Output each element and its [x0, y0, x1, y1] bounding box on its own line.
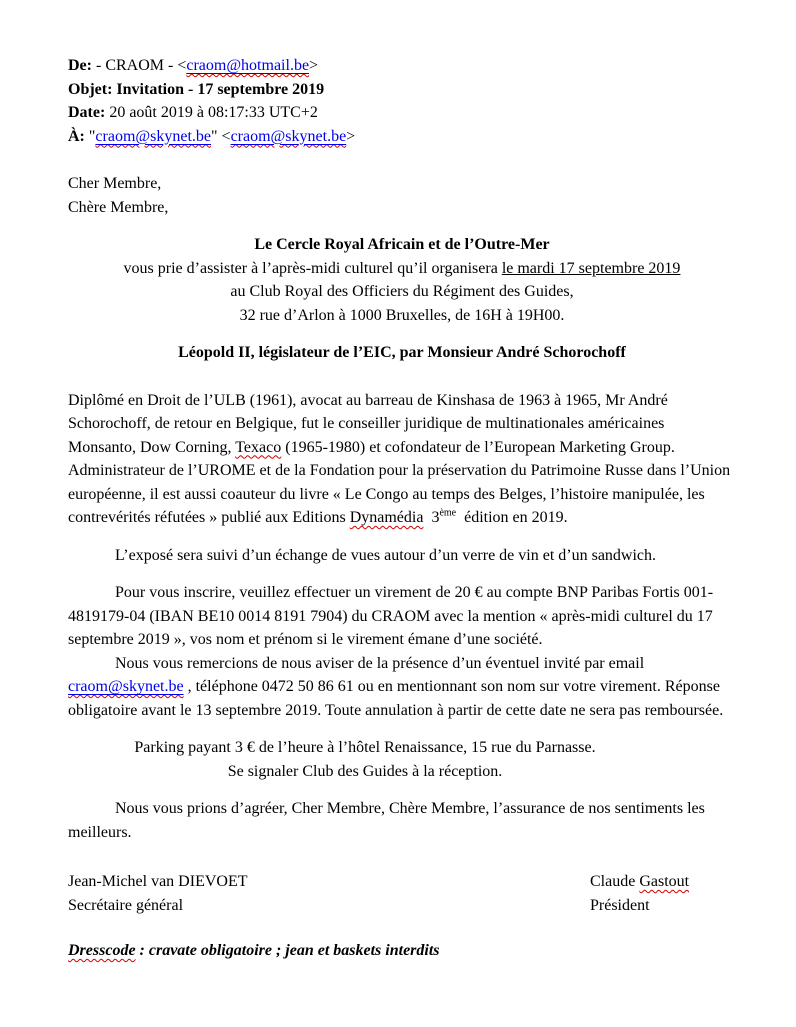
parking-line-1: Parking payant 3 € de l’heure à l’hôtel Renaissance, 15 rue du Parnasse. [134, 739, 596, 756]
dresscode-word-misspell: Dresscode [68, 942, 136, 959]
rsvp-part-2: , téléphone 0472 50 86 61 ou en mentionnant son nom sur votre virement. Réponse obligatoire avant le 13 septembre 2019. Toute annulation à partir de cette date ne sera pas remboursée. [68, 678, 724, 719]
header-date-line [68, 101, 736, 125]
president-first-name: Claude [590, 873, 640, 890]
bio-part-2: (1965-1980) et cofondateur de l’European Marketing Group. Administrateur de l’UROME et de la Fondation pour la préservation du Patrimoine Russe dans l’Union européenne, il est aussi coauteur du livre « Le Congo au temps des Belges, l’histoire manipulée, les contrevérités réfutées » publié aux Editions [68, 438, 735, 526]
salutation-line-2: Chère Membre, [68, 198, 169, 216]
from-text: - CRAOM - < [91, 57, 187, 74]
signature-left [68, 870, 248, 917]
from-email-misspell-wrap [186, 57, 309, 74]
bio-part-3: édition en 2019. [456, 509, 568, 526]
bio-edition-superscript: ème [439, 507, 457, 519]
date-text: 20 août 2019 à 08:17:33 UTC+2 [105, 104, 318, 121]
to-label: À: [68, 127, 85, 145]
to-email1-link[interactable]: craom@skynet.be [95, 127, 212, 145]
to-text-post: > [346, 127, 356, 145]
organization-title: Le Cercle Royal Africain et de l’Outre-Mer [254, 236, 550, 253]
president-name [590, 870, 736, 894]
from-text-post: > [309, 57, 319, 74]
invitation-line-2: au Club Royal des Officiers du Régiment des Guides, [230, 283, 574, 300]
parking-line-2: Se signaler Club des Guides à la réception. [227, 762, 503, 780]
event-date-underlined: le mardi 17 septembre 2019 [501, 259, 681, 277]
invitation-line-1 [68, 257, 736, 281]
from-label: De: [68, 57, 92, 74]
bio-dynamedia-misspell: Dynamédia [349, 509, 424, 526]
to-text-pre: " [84, 127, 96, 145]
rsvp-email-link[interactable]: craom@skynet.be [68, 678, 184, 695]
president-surname-misspell: Gastout [639, 873, 690, 890]
to-email2-misspell-wrap [231, 128, 347, 145]
from-email-link[interactable]: craom@hotmail.be [186, 57, 310, 74]
parking-block [68, 736, 662, 783]
date-label: Date: [68, 104, 106, 121]
expose-paragraph: L’exposé sera suivi d’un échange de vues autour d’un verre de vin et d’un sandwich. [115, 546, 657, 564]
invitation-block [68, 233, 736, 327]
salutation [68, 172, 736, 219]
signature-right [590, 870, 736, 917]
president-title: Président [590, 896, 650, 914]
secretary-name: Jean-Michel van DIEVOET [68, 873, 248, 890]
speaker-bio [68, 389, 736, 530]
salutation-line-1: Cher Membre, [68, 175, 162, 192]
signature-block [68, 870, 736, 917]
invitation-line-3: 32 rue d’Arlon à 1000 Bruxelles, de 16H à 19H00. [239, 306, 565, 324]
invitation-line-1-text: vous prie d’assister à l’après-midi culturel qu’il organisera [123, 259, 502, 277]
header-to-line [68, 125, 736, 149]
closing-paragraph: Nous vous prions d’agréer, Cher Membre, Chère Membre, l’assurance de nos sentiments les meilleurs. [68, 800, 709, 841]
payment-paragraph: Pour vous inscrire, veuillez effectuer un virement de 20 € au compte BNP Paribas Fortis 001-4819179-04 (IBAN BE10 0014 8191 7904) du CRAOM avec la mention « après-midi culturel du 17 septembre 2019 », vos nom et prénom si le virement émane d’une société. [68, 584, 717, 648]
secretary-title: Secrétaire général [68, 896, 184, 914]
bio-edition-number: 3 [423, 509, 440, 526]
to-email1-misspell-wrap [95, 128, 211, 145]
header-from-line [68, 54, 736, 78]
header-subject-line [68, 78, 736, 102]
email-header [68, 54, 736, 148]
rsvp-email-misspell-wrap [68, 678, 184, 695]
to-email2-link[interactable]: craom@skynet.be [230, 127, 347, 145]
bio-texaco-misspell: Texaco [235, 438, 282, 456]
rsvp-part-1: Nous vous remercions de nous aviser de la présence d’un éventuel invité par email [115, 654, 649, 672]
dresscode-text: : cravate obligatoire ; jean et baskets interdits [135, 942, 440, 959]
rsvp-paragraph [68, 652, 736, 723]
lecture-title: Léopold II, législateur de l’EIC, par Monsieur André Schorochoff [178, 344, 626, 361]
dresscode-line [68, 939, 736, 963]
subject-text: Objet: Invitation - 17 septembre 2019 [68, 80, 325, 98]
to-text-mid: " < [211, 127, 231, 145]
bio-part-1: Diplômé en Droit de l’ULB (1961), avocat au barreau de Kinshasa de 1963 à 1965, Mr André Schorochoff, de retour en Belgique, fut le conseiller juridique de multinationales américaines Monsanto, Dow Corning, [68, 391, 672, 456]
